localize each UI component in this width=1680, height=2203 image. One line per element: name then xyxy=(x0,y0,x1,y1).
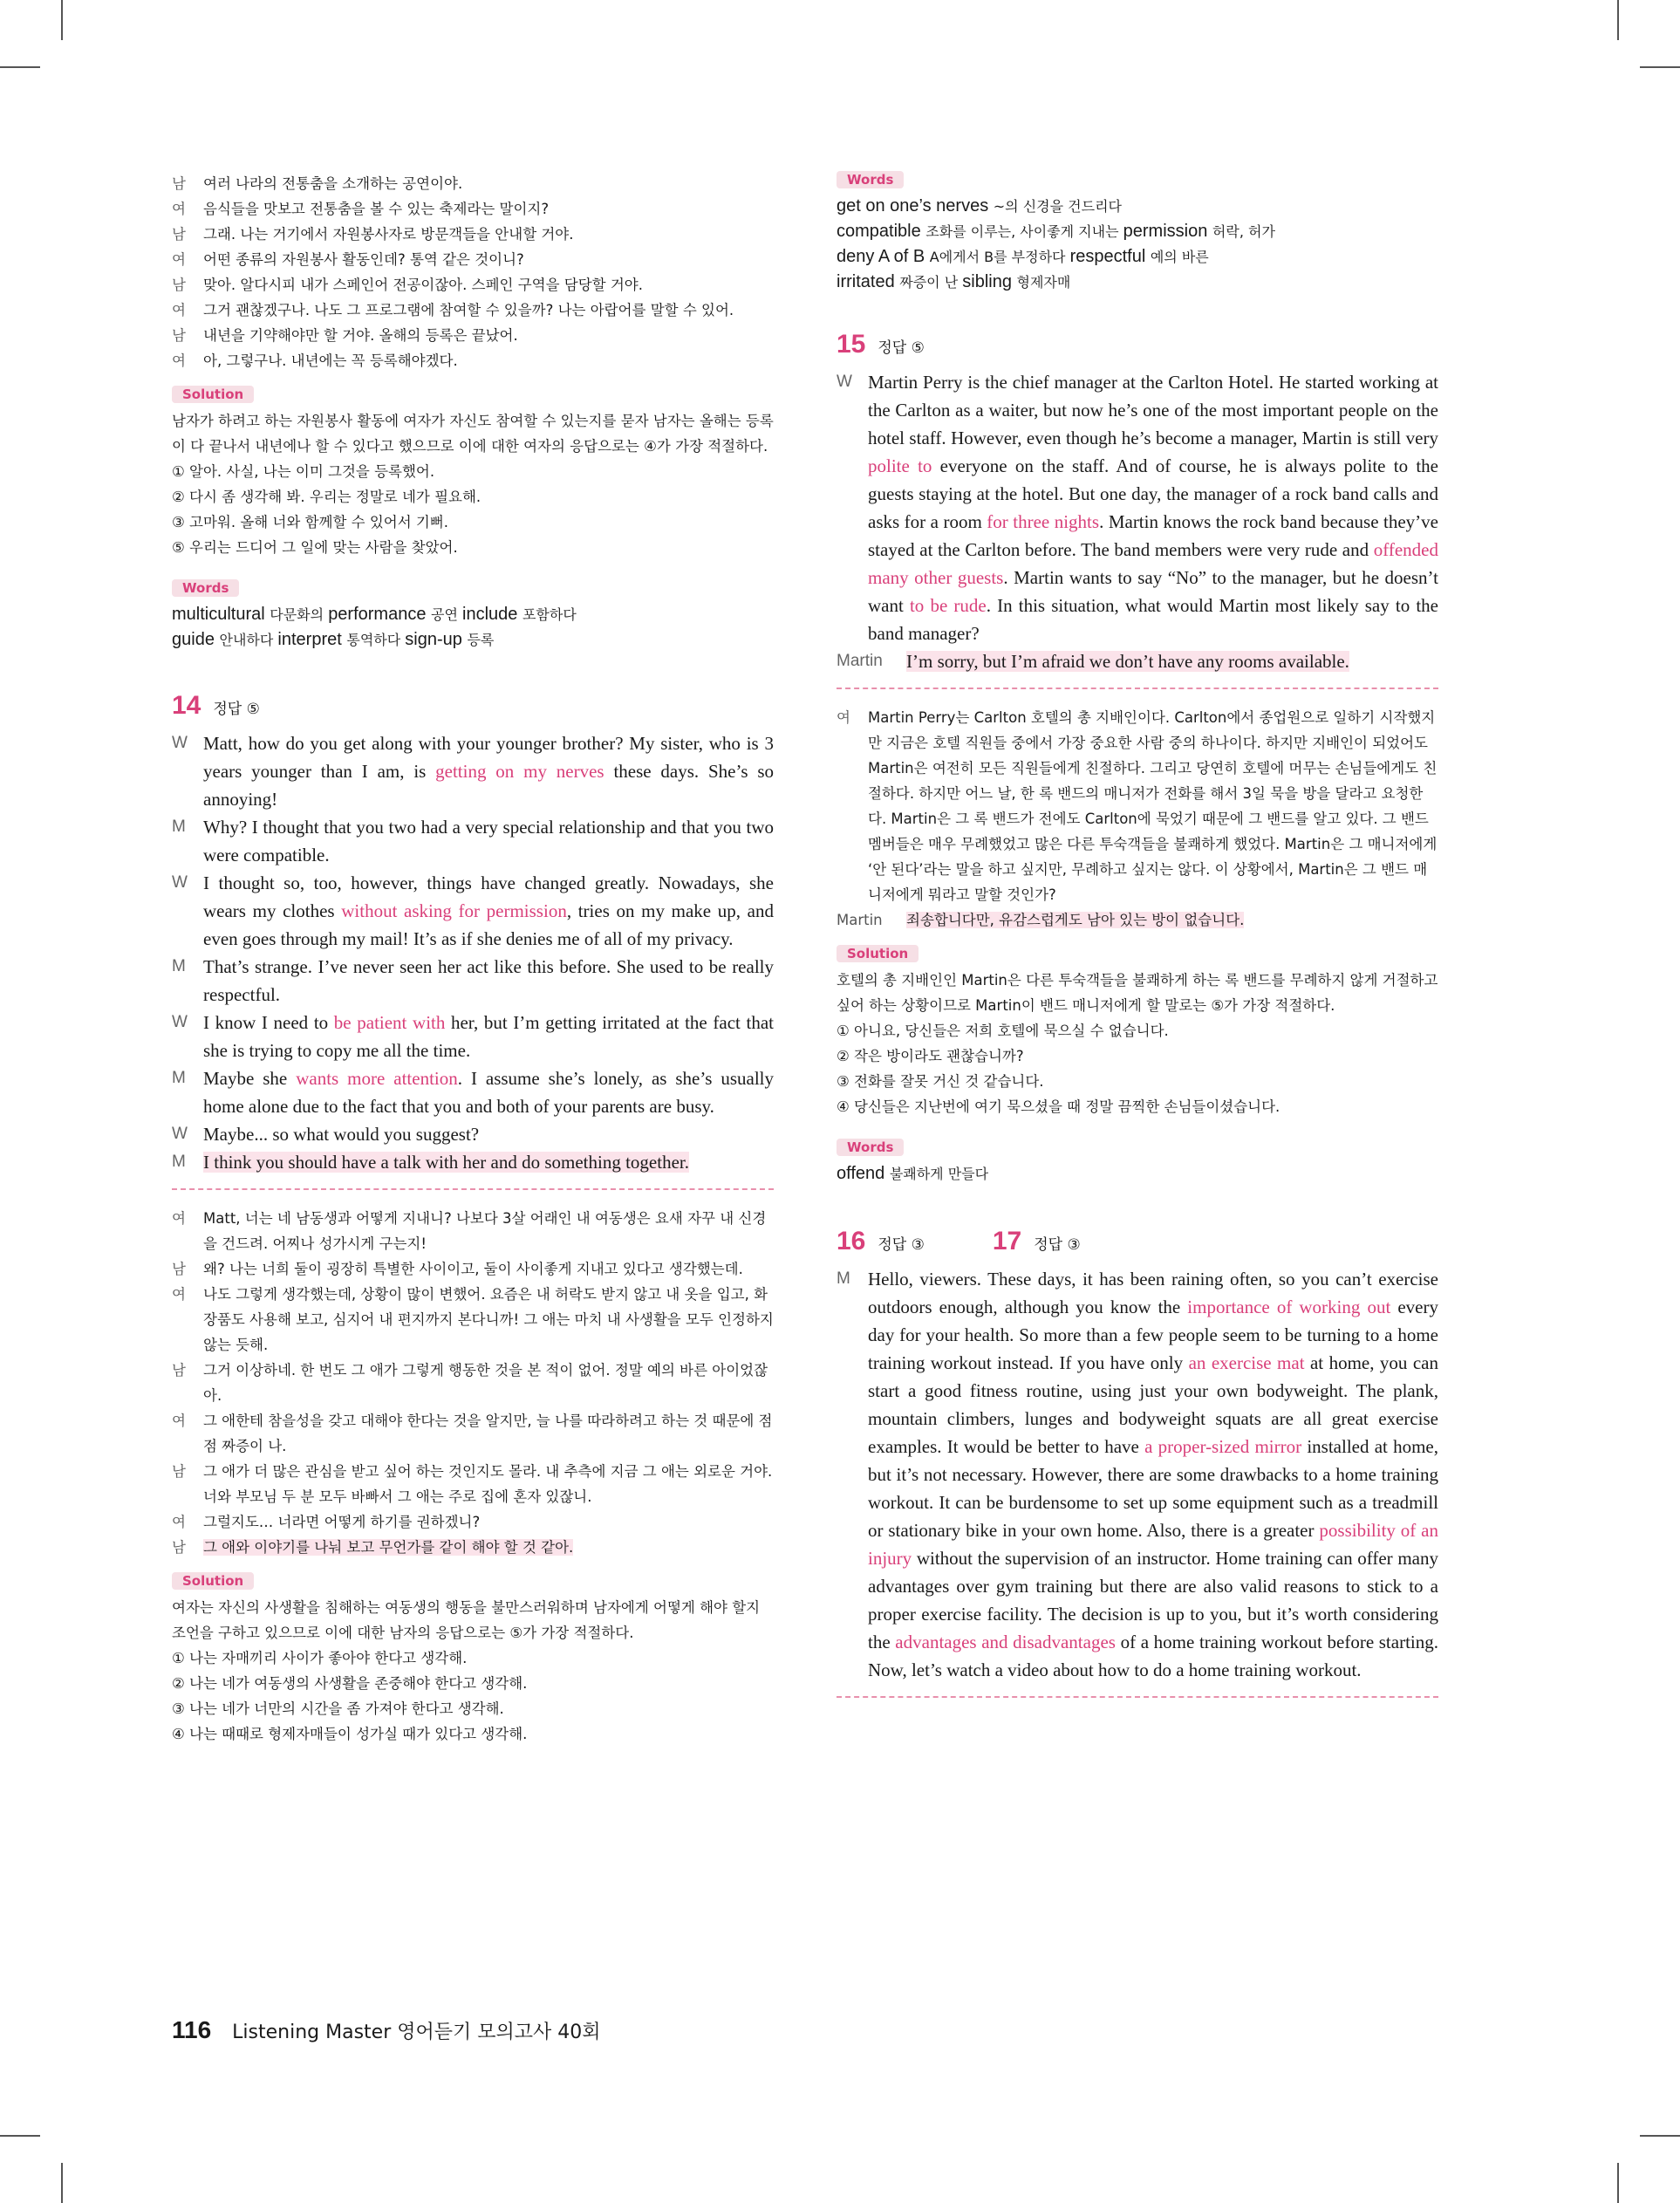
line-text xyxy=(906,907,1438,933)
word-english: sign-up xyxy=(405,630,468,649)
question-number: 15 xyxy=(837,330,866,359)
dialog-line xyxy=(172,348,774,373)
line-text xyxy=(868,1265,1438,1684)
dialog-line xyxy=(172,272,774,298)
crop-mark xyxy=(61,0,63,40)
word-english: offend xyxy=(837,1164,890,1183)
word-korean: 짜증이 난 xyxy=(899,274,963,291)
speaker-label: 남 xyxy=(172,327,186,344)
words-15 xyxy=(837,1126,1438,1187)
solution-tag: Solution xyxy=(837,945,919,962)
word-korean: 등록 xyxy=(467,632,495,648)
speaker-label: 여 xyxy=(172,1514,186,1530)
speaker-label: W xyxy=(172,1013,188,1031)
word-korean: 통역하다 xyxy=(346,632,406,648)
text-run: at home, you can start a good fitness routine, using just your own bodyweight. The plank, mountain climbers, lunges and bodyweight squats are all great exercise examples. It would be better to have xyxy=(868,1352,1438,1457)
crop-mark xyxy=(1640,66,1680,68)
crop-mark xyxy=(0,2135,40,2137)
text-run: Maybe... so what would you suggest? xyxy=(203,1124,480,1145)
words-line xyxy=(837,1161,1438,1187)
words-line xyxy=(837,244,1438,270)
key-phrase: offended many other guests xyxy=(868,539,1438,588)
dashed-divider xyxy=(837,1696,1438,1698)
crop-mark xyxy=(1640,2135,1680,2137)
word-english: sibling xyxy=(962,272,1017,291)
crop-mark xyxy=(0,66,40,68)
key-phrase: be patient with xyxy=(333,1012,446,1033)
speaker-label: 남 xyxy=(172,1362,186,1379)
dialog-line xyxy=(172,1256,774,1282)
line-text xyxy=(203,953,774,1009)
key-phrase: without asking for permission xyxy=(341,900,567,921)
line-text: 어떤 종류의 자원봉사 활동인데? 통역 같은 것이니? xyxy=(203,251,524,268)
key-phrase: a proper-sized mirror xyxy=(1144,1436,1302,1457)
text-run: Martin Perry is the chief manager at the Carlton Hotel. He started working at the Carlton as a waiter, but now he’s one of the most important people on the hotel staff. However, even though he’s become a manager, Martin is still very xyxy=(868,372,1438,448)
answer-option: ⑤ 우리는 드디어 그 일에 맞는 사람을 찾았어. xyxy=(172,539,458,556)
word-korean: ~의 신경을 건드리다 xyxy=(993,198,1122,215)
dialog-line xyxy=(172,222,774,247)
dialog-line xyxy=(172,1358,774,1408)
dialog-15-korean xyxy=(837,705,1438,933)
line-text xyxy=(203,869,774,953)
key-phrase: advantages and disadvantages xyxy=(895,1632,1116,1652)
speaker-label: 여 xyxy=(837,709,850,726)
word-english: get on one’s nerves xyxy=(837,196,994,216)
dialog-line xyxy=(172,196,774,222)
word-english: irritated xyxy=(837,272,900,291)
text-run: without the supervision of an instructor. Home training can offer many advantages over gym training but there are also valid reasons to stick to a proper exercise facility. The decision is up to you, but it’s worth considering the xyxy=(868,1548,1438,1652)
word-english: deny A of B xyxy=(837,247,930,266)
solution-text: 남자가 하려고 하는 자원봉사 활동에 여자가 자신도 참여할 수 있는지를 묻자 남자는 올해는 등록이 다 끝나서 내년에나 할 수 있다고 했으므로 이에 대한 여자의 응답으로는 ④가 가장 적절하다. xyxy=(172,413,774,455)
page-footer xyxy=(172,2016,601,2044)
line-text: 그거 괜찮겠구나. 나도 그 프로그램에 참여할 수 있을까? 나는 아랍어를 말할 수 있어. xyxy=(203,302,734,318)
word-english: guide xyxy=(172,630,220,649)
word-korean: 다문화의 xyxy=(270,606,329,623)
speaker-label: 남 xyxy=(172,175,186,192)
crop-mark xyxy=(61,2163,63,2203)
dialog-line xyxy=(837,1265,1438,1684)
word-korean: 불쾌하게 만들다 xyxy=(889,1166,989,1182)
answer-option: ③ 나는 네가 너만의 시간을 좀 가져야 한다고 생각해. xyxy=(172,1700,504,1717)
dialog-line xyxy=(172,1009,774,1064)
speaker-label: 여 xyxy=(172,1210,186,1227)
word-korean: A에게서 B를 부정하다 xyxy=(929,249,1070,265)
line-text: 그럴지도… 너라면 어떻게 하기를 권하겠니? xyxy=(203,1514,481,1530)
crop-mark xyxy=(1617,2163,1619,2203)
dashed-divider xyxy=(172,1188,774,1190)
speaker-label: W xyxy=(172,734,188,752)
text-run: every day for your health. So more than a few people seem to be turning to a home training workout instead. If you have only xyxy=(868,1296,1439,1373)
text-run: her, but I’m getting irritated at the fact that she is trying to copy me all the time. xyxy=(203,1012,774,1061)
speaker-label: 남 xyxy=(172,1539,186,1556)
speaker-label: W xyxy=(172,1125,188,1143)
dialog-line xyxy=(172,1120,774,1148)
text-run: these days. She’s so annoying! xyxy=(203,761,774,810)
word-english: compatible xyxy=(837,222,926,241)
answer-highlight: I think you should have a talk with her and do something together. xyxy=(203,1152,689,1173)
dialog-line xyxy=(837,705,1438,907)
speaker-label: M xyxy=(172,818,186,836)
words-line xyxy=(837,194,1438,219)
key-phrase: wants more attention xyxy=(296,1068,458,1089)
dialog-line xyxy=(172,869,774,953)
dialog-line xyxy=(172,1064,774,1120)
text-run: That’s strange. I’ve never seen her act like this before. She used to be really respectful. xyxy=(203,956,774,1005)
text-run: , tries on my make up, and even goes through my mail! It’s as if she denies me of all of my privacy. xyxy=(203,900,774,949)
speaker-label: 여 xyxy=(172,1413,186,1429)
line-text xyxy=(203,1009,774,1064)
question-15-header xyxy=(837,330,1438,359)
answer-option: ④ 나는 때때로 형제자매들이 성가실 때가 있다고 생각해. xyxy=(172,1726,528,1742)
dialog-line xyxy=(837,907,1438,933)
line-text: 그거 이상하네. 한 번도 그 애가 그렇게 행동한 것을 본 적이 없어. 정말 예의 바른 아이었잖아. xyxy=(203,1362,768,1404)
line-text xyxy=(203,1148,774,1176)
speaker-label: 남 xyxy=(172,226,186,243)
dialog-line xyxy=(172,813,774,869)
line-text: 내년을 기약해야만 할 거야. 올해의 등록은 끝났어. xyxy=(203,327,518,344)
dialog-line xyxy=(172,298,774,323)
key-phrase: to be rude xyxy=(909,595,987,616)
text-run: I thought so, too, however, things have changed greatly. Nowadays, she wears my clothes xyxy=(203,872,774,921)
speaker-label: W xyxy=(837,373,852,391)
line-text xyxy=(203,813,774,869)
answer-option: ① 나는 자매끼리 사이가 좋아야 한다고 생각해. xyxy=(172,1650,468,1666)
speaker-label: Martin xyxy=(837,912,883,928)
speaker-label: 여 xyxy=(172,201,186,217)
line-text: Matt, 너는 네 남동생과 어떻게 지내니? 나보다 3살 어래인 내 여동생은 요새 자꾸 내 신경을 건드려. 어찌나 성가시게 구는지! xyxy=(203,1210,767,1252)
speaker-label: Martin xyxy=(837,652,883,670)
right-column xyxy=(837,171,1438,1714)
speaker-label: W xyxy=(172,873,188,892)
word-english: include xyxy=(462,605,522,624)
answer-highlight: 죄송합니다만, 유감스럽게도 남아 있는 방이 없습니다. xyxy=(906,912,1245,928)
word-english: respectful xyxy=(1069,247,1151,266)
line-text: 아, 그렇구나. 내년에는 꼭 등록해야겠다. xyxy=(203,352,458,369)
left-column xyxy=(172,171,774,1747)
answer-option: ② 작은 방이라도 괜찮습니까? xyxy=(837,1048,1024,1064)
line-text: 맞아. 알다시피 내가 스페인어 전공이잖아. 스페인 구역을 담당할 거야. xyxy=(203,277,643,293)
line-text: Martin Perry는 Carlton 호텔의 총 지배인이다. Carlton에서 종업원으로 일하기 시작했지만 지금은 호텔 직원들 중에서 가장 중요한 사람 중의 하나이다. 하지만 지배인이 되었어도 Martin은 여전히 모든 직원들에게 친절하다. 그리고 당연히 호텔에 머무는 손님들에게도 친절하다. 하지만 어느 날, 한 록 밴드의 매니저가 전화를 해서 3일 묵을 방을 달라고 요청한다. Martin은 그 록 밴드가 전에도 Carlton에 묵었기 때문에 그 밴드를 알고 있다. 그 밴드 멤버들은 매우 무례했었고 많은 다른 투숙객들을 불쾌하게 했었다. Martin은 그 매니저에게 ‘안 된다’라는 말을 하고 싶지만, 무례하고 싶지는 않다. 이 상황에서, Martin은 그 밴드 매니저에게 뭐라고 말할 것인가? xyxy=(868,709,1438,903)
dialog-line xyxy=(172,1282,774,1358)
word-english: performance xyxy=(328,605,432,624)
dialog-line xyxy=(172,1408,774,1459)
speaker-label: M xyxy=(172,1069,186,1087)
dialog-line xyxy=(172,729,774,813)
words-line xyxy=(172,602,774,627)
words-line xyxy=(837,270,1438,295)
text-run: . In this situation, what would Martin most likely say to the band manager? xyxy=(868,595,1438,644)
line-text xyxy=(868,368,1438,647)
solution-13 xyxy=(172,373,774,560)
words-list xyxy=(837,194,1438,295)
solution-options xyxy=(172,1645,774,1747)
key-phrase: an exercise mat xyxy=(1188,1352,1305,1373)
dialog-line xyxy=(172,1535,774,1560)
word-korean: 포함하다 xyxy=(522,606,577,623)
speaker-label: 여 xyxy=(172,352,186,369)
question-16-17-header xyxy=(837,1227,1438,1256)
solution-text: 여자는 자신의 사생활을 침해하는 여동생의 행동을 불만스러워하며 남자에게 어떻게 해야 할지 조언을 구하고 있으므로 이에 대한 남자의 응답으로는 ⑤가 가장 적절하다. xyxy=(172,1599,761,1641)
words-tag: Words xyxy=(837,171,904,188)
answer-label: 정답 ⑤ xyxy=(878,339,925,357)
text-run: installed at home, but it’s not necessary. However, there are some drawbacks to a home training workout. It can be burdensome to set up some equipment such as a treadmill or stationary bike in your own home. Also, there is a greater xyxy=(868,1436,1439,1541)
word-korean: 예의 바른 xyxy=(1150,249,1209,265)
answer-highlight: 그 애와 이야기를 나눠 보고 무언가를 같이 해야 할 것 같아. xyxy=(203,1539,574,1556)
answer-label: 정답 ③ xyxy=(1034,1236,1081,1254)
text-run: Matt, how do you get along with your younger brother? My sister, who is 3 years younger than I am, is xyxy=(203,733,774,782)
word-english: permission xyxy=(1123,222,1212,241)
text-run: . I assume she’s lonely, as she’s usually home alone due to the fact that you and both of your parents are busy. xyxy=(203,1068,774,1117)
dialog-line xyxy=(837,647,1438,675)
speaker-label: 여 xyxy=(172,1286,186,1303)
answer-option: ② 다시 좀 생각해 봐. 우리는 정말로 네가 필요해. xyxy=(172,489,481,505)
words-line xyxy=(837,219,1438,244)
word-korean: 형제자매 xyxy=(1016,274,1071,291)
text-run: Why? I thought that you two had a very special relationship and that you two were compatible. xyxy=(203,817,774,865)
answer-option: ① 알아. 사실, 나는 이미 그것을 등록했어. xyxy=(172,463,435,480)
word-korean: 공연 xyxy=(431,606,463,623)
text-run: of a home training workout before starting. Now, let’s watch a video about how to do a home training workout. xyxy=(868,1632,1439,1680)
solution-tag: Solution xyxy=(172,1572,254,1590)
word-korean: 허락, 허가 xyxy=(1212,223,1275,240)
question-number: 14 xyxy=(172,691,201,720)
answer-label: 정답 ③ xyxy=(878,1236,925,1254)
dialog-line xyxy=(172,953,774,1009)
text-run: everyone on the staff. And of course, he is always polite to the guests staying at the hotel. But one day, the manager of a rock band calls and asks for a room xyxy=(868,455,1438,532)
line-text xyxy=(906,647,1438,675)
dialog-line xyxy=(172,1206,774,1256)
speaker-label: M xyxy=(172,957,186,975)
solution-options xyxy=(172,459,774,560)
dialog-line xyxy=(172,171,774,196)
line-text xyxy=(203,1535,774,1560)
question-number: 17 xyxy=(992,1227,1022,1255)
words-tag: Words xyxy=(837,1139,904,1156)
solution-text: 호텔의 총 지배인인 Martin은 다른 투숙객들을 불쾌하게 하는 록 밴드를 무례하지 않게 거절하고 싶어 하는 상황이므로 Martin이 밴드 매니저에게 할 말로는 ⑤가 가장 적절하다. xyxy=(837,972,1438,1014)
dialog-line xyxy=(172,1148,774,1176)
speaker-label: 여 xyxy=(172,302,186,318)
key-phrase: possibility of an injury xyxy=(868,1520,1439,1569)
speaker-label: 남 xyxy=(172,1261,186,1277)
key-phrase: for three nights xyxy=(987,511,1100,532)
answer-option: ④ 당신들은 지난번에 여기 묵으셨을 때 정말 끔찍한 손님들이셨습니다. xyxy=(837,1098,1280,1115)
words-list xyxy=(172,602,774,653)
key-phrase: importance of working out xyxy=(1187,1296,1391,1317)
answer-option: ③ 전화를 잘못 거신 것 같습니다. xyxy=(837,1073,1044,1090)
crop-mark xyxy=(1617,0,1619,40)
dialog-line xyxy=(172,1509,774,1535)
answer-option: ③ 고마워. 올해 너와 함께할 수 있어서 기뻐. xyxy=(172,514,449,530)
dialog-14-korean xyxy=(172,1206,774,1560)
dialog-line xyxy=(172,323,774,348)
answer-option: ① 아니요, 당신들은 저희 호텔에 묵으실 수 없습니다. xyxy=(837,1023,1169,1039)
speaker-label: M xyxy=(837,1269,850,1288)
dialog-15-english xyxy=(837,368,1438,675)
speaker-label: M xyxy=(172,1153,186,1171)
text-run: Hello, viewers. These days, it has been raining often, so you can’t exercise outdoors enough, although you know the xyxy=(868,1269,1438,1317)
line-text xyxy=(203,1064,774,1120)
line-text: 여러 나라의 전통춤을 소개하는 공연이야. xyxy=(203,175,463,192)
dialog-line xyxy=(172,1459,774,1509)
line-text xyxy=(203,729,774,813)
answer-highlight: I’m sorry, but I’m afraid we don’t have any rooms available. xyxy=(906,651,1349,672)
page-number: 116 xyxy=(172,2016,212,2043)
solution-15 xyxy=(837,933,1438,1119)
dialog-13-korean xyxy=(172,171,774,373)
line-text: 그 애가 더 많은 관심을 받고 싶어 하는 것인지도 몰라. 내 추측에 지금 그 애는 외로운 거야. 너와 부모님 두 분 모두 바빠서 그 애는 주로 집에 혼자 있잖니. xyxy=(203,1463,773,1505)
key-phrase: polite to xyxy=(868,455,932,476)
solution-options xyxy=(837,1018,1438,1119)
word-english: interpret xyxy=(277,630,347,649)
dialog-14-english xyxy=(172,729,774,1176)
line-text xyxy=(203,1120,774,1148)
dialog-16-english xyxy=(837,1265,1438,1684)
words-list xyxy=(837,1161,1438,1187)
text-run: . Martin knows the rock band because they’ve stayed at the Carlton before. The band members were very rude and xyxy=(868,511,1438,560)
line-text: 왜? 나는 너희 둘이 굉장히 특별한 사이이고, 둘이 사이좋게 지내고 있다고 생각했는데. xyxy=(203,1261,743,1277)
words-tag: Words xyxy=(172,579,239,597)
line-text: 나도 그렇게 생각했는데, 상황이 많이 변했어. 요즘은 내 허락도 받지 않고 내 옷을 입고, 화장품도 사용해 보고, 심지어 내 편지까지 본다니까! 그 애는 마치 내 사생활을 모두 인정하지 않는 듯해. xyxy=(203,1286,774,1353)
text-run: I know I need to xyxy=(203,1012,334,1033)
question-14-header xyxy=(172,691,774,721)
speaker-label: 남 xyxy=(172,1463,186,1480)
solution-14 xyxy=(172,1560,774,1747)
dialog-line xyxy=(837,368,1438,647)
words-13 xyxy=(172,567,774,653)
speaker-label: 여 xyxy=(172,251,186,268)
question-number: 16 xyxy=(837,1227,866,1255)
line-text: 그 애한테 참을성을 갖고 대해야 한다는 것을 알지만, 늘 나를 따라하려고 하는 것 때문에 점점 짜증이 나. xyxy=(203,1413,773,1454)
word-korean: 안내하다 xyxy=(219,632,278,648)
book-title: Listening Master 영어듣기 모의고사 40회 xyxy=(232,2022,601,2043)
answer-label: 정답 ⑤ xyxy=(213,701,260,718)
words-line xyxy=(172,627,774,653)
word-english: multicultural xyxy=(172,605,270,624)
speaker-label: 남 xyxy=(172,277,186,293)
word-korean: 조화를 이루는, 사이좋게 지내는 xyxy=(925,223,1123,240)
key-phrase: getting on my nerves xyxy=(435,761,604,782)
words-14 xyxy=(837,159,1438,295)
text-run: Maybe she xyxy=(203,1068,297,1089)
line-text: 그래. 나는 거기에서 자원봉사자로 방문객들을 안내할 거야. xyxy=(203,226,574,243)
answer-option: ② 나는 네가 여동생의 사생활을 존중해야 한다고 생각해. xyxy=(172,1675,528,1692)
dashed-divider xyxy=(837,688,1438,689)
line-text: 음식들을 맛보고 전통춤을 볼 수 있는 축제라는 말이지? xyxy=(203,201,550,217)
solution-tag: Solution xyxy=(172,386,254,403)
dialog-line xyxy=(172,247,774,272)
text-run: . Martin wants to say “No” to the manager, but he doesn’t want xyxy=(868,567,1438,616)
